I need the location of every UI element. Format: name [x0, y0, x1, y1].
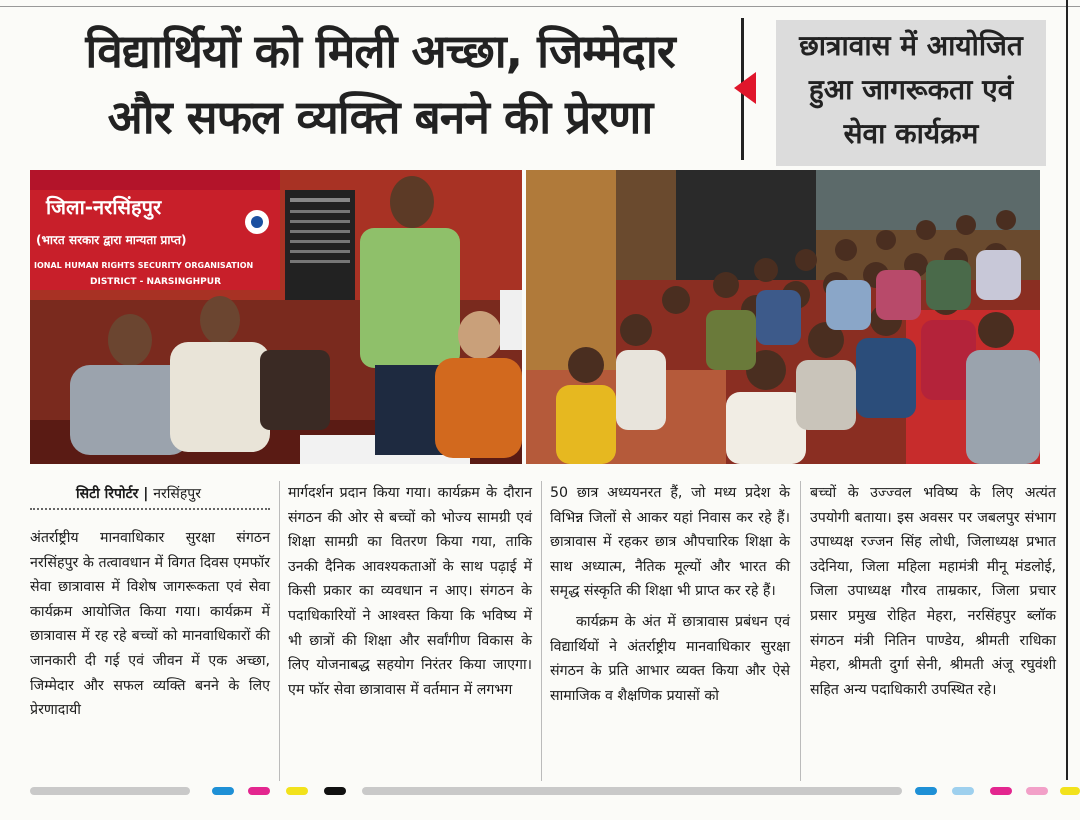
headline-line-1: विद्यार्थियों को मिली अच्छा, जिम्मेदार: [85, 24, 675, 78]
column-rule-1: [279, 481, 280, 781]
print-mark-magenta-2: [990, 787, 1012, 795]
red-arrow-icon: [734, 72, 756, 104]
print-mark-magenta: [248, 787, 270, 795]
print-bar-gray-middle: [362, 787, 902, 795]
article-column-3-para-1: 50 छात्र अध्ययनरत हैं, जो मध्य प्रदेश के विभिन्न जिलों से आकर यहां निवास कर रहे हैं। छात्रावास में रहकर छात्र औपचारिक शिक्षा के साथ अध्यात्म, नैतिक मूल्यों और भारत की समृद्ध संस्कृति की शिक्षा भी प्राप्त कर रहे हैं।: [550, 485, 790, 600]
event-photo-students: [526, 170, 1040, 464]
print-mark-black: [324, 787, 346, 795]
column-rule-2: [541, 481, 542, 781]
print-mark-yellow-2: [1060, 787, 1080, 795]
page-edge-rule: [1066, 0, 1068, 780]
banner-line-4: IONAL HUMAN RIGHTS SECURITY ORGANISATION: [34, 261, 254, 270]
print-mark-yellow: [286, 787, 308, 795]
banner-line-3: (भारत सरकार द्वारा मान्यता प्राप्त): [36, 233, 187, 247]
top-rule: [0, 0, 1080, 7]
article-column-3: [550, 481, 790, 708]
byline-separator: |: [143, 486, 154, 502]
byline-location: नरसिंहपुर: [153, 486, 201, 502]
print-mark-cyan-2: [915, 787, 937, 795]
article-column-4: बच्चों के उज्ज्वल भविष्य के लिए अत्यंत उपयोगी बताया। इस अवसर पर जबलपुर संभाग उपाध्यक्ष रज्जन सिंह लोधी, जिलाध्यक्ष प्रभात उदेनिया, जिला महिला महामंत्री मीनू मंडलोई, जिला उपाध्यक्ष गौरव ताम्रकार, जिला प्रचार प्रसार प्रमुख रोहित मेहरा, नरसिंहपुर ब्लॉक संगठन मंत्री नितिन पाण्डेय, श्रीमती राधिका मेहरा, श्रीमती दुर्गा सेनी, श्रीमती अंजू रघुवंशी सहित अन्य पदाधिकारी उपस्थित रहे।: [810, 485, 1056, 698]
column-rule-3: [800, 481, 801, 781]
article-column-1: अंतर्राष्ट्रीय मानवाधिकार सुरक्षा संगठन नरसिंहपुर के तत्वावधान में विगत दिवस एमफॉर सेवा छात्रावास में विशेष जागरूकता एवं सेवा कार्यक्रम आयोजित किया गया। कार्यक्रम में छात्रावास में रह रहे बच्चों को मानवाधिकारों की जानकारी दी गई एवं जीवन में एक अच्छा, जिम्मेदार और सफल व्यक्ति बनने के लिए प्रेरणादायी: [30, 530, 270, 719]
byline-dotted-rule: [30, 508, 270, 510]
print-mark-pink: [1026, 787, 1048, 795]
byline: [76, 484, 201, 503]
print-mark-lightcyan: [952, 787, 974, 795]
print-mark-cyan: [212, 787, 234, 795]
subhead-line-2: हुआ जागरूकता एवं: [808, 73, 1014, 106]
subhead-line-3: सेवा कार्यक्रम: [843, 117, 979, 150]
subheadline-box: [776, 20, 1046, 166]
event-photo-stage: [30, 170, 522, 464]
banner-line-2: जिला-नरसिंहपुर: [46, 195, 162, 219]
byline-reporter: सिटी रिपोर्टर: [76, 486, 139, 502]
headline-line-2: और सफल व्यक्ति बनने की प्रेरणा: [107, 90, 653, 144]
print-bar-gray-left: [30, 787, 190, 795]
subhead-line-1: छात्रावास में आयोजित: [799, 29, 1023, 62]
article-column-2: मार्गदर्शन प्रदान किया गया। कार्यक्रम के दौरान संगठन की ओर से बच्चों को भोज्य सामग्री एवं शिक्षा सामग्री का वितरण किया गया, ताकि उनकी दैनिक आवश्यकताओं के साथ पढ़ाई में किसी प्रकार का व्यवधान न आए। संगठन के पदाधिकारियों ने आश्वस्त किया कि भविष्य में भी छात्रों की शिक्षा और सर्वांगीण विकास के लिए योजनाबद्ध सहयोग निरंतर किया जाएगा। एम फॉर सेवा छात्रावास में वर्तमान में लगभग: [288, 485, 532, 698]
banner-line-5: DISTRICT - NARSINGHPUR: [90, 277, 222, 287]
article-column-3-para-2: कार्यक्रम के अंत में छात्रावास प्रबंधन एवं विद्यार्थियों ने अंतर्राष्ट्रीय मानवाधिकार सुरक्षा संगठन के प्रति आभार व्यक्त किया और ऐसे सामाजिक व शैक्षणिक प्रयासों को: [550, 613, 790, 704]
headline: [30, 18, 730, 150]
